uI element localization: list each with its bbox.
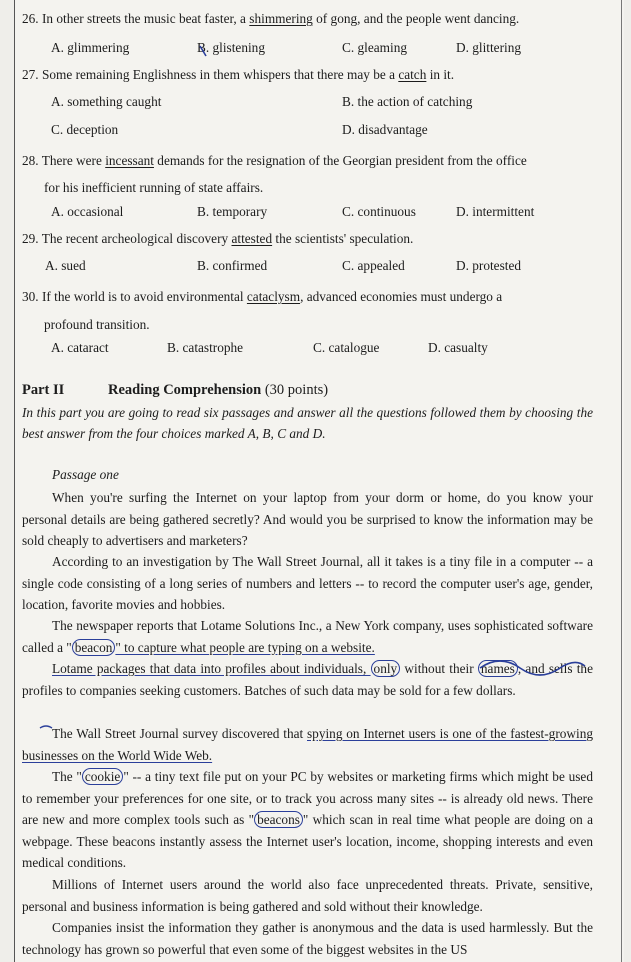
circled-word: only <box>371 660 401 677</box>
option-d[interactable]: D. intermittent <box>456 204 535 219</box>
option-a[interactable]: A. occasional <box>51 204 124 219</box>
target-word: attested <box>231 231 273 246</box>
passage-paragraph-6: The " cookie " -- a tiny text file put on your PC by websites or marketing firms which might be used to remember your preferences for one site, or to track you across many sites -- is already old news. There are new and more complex tools such as " beacons " which scan in real time what people are doing on a webpage. These beacons instantly assess the Internet user's location, income, shopping interests and even medical conditions. <box>22 769 593 871</box>
option-a[interactable]: A. sued <box>45 258 86 273</box>
option-d[interactable]: D. casualty <box>428 340 488 355</box>
question-27-options-row2 <box>0 120 631 139</box>
option-b[interactable]: B. confirmed <box>197 258 268 273</box>
question-27-options-row1 <box>0 92 631 111</box>
question-27: 27. Some remaining Englishness in them whispers that there may be a catch in it. <box>22 67 455 82</box>
option-b[interactable]: B. catastrophe <box>167 340 244 355</box>
question-26-options <box>0 38 631 57</box>
option-b[interactable]: B. glistening <box>197 40 265 55</box>
option-c[interactable]: C. deception <box>51 122 119 137</box>
option-d[interactable]: D. glittering <box>456 40 521 55</box>
option-d[interactable]: D. protested <box>456 258 521 273</box>
option-c[interactable]: C. catalogue <box>313 340 380 355</box>
option-b[interactable]: B. the action of catching <box>342 94 473 109</box>
circled-word: beacons <box>254 811 303 828</box>
question-29: 29. The recent archeological discovery attested the scientists' speculation. <box>22 231 414 246</box>
question-28-options <box>0 202 631 221</box>
part-instructions: In this part you are going to read six passages and answer all the questions followed them by choosing the best answer from the four choices marked A, B, C and D. <box>22 405 593 441</box>
target-word: incessant <box>105 153 154 168</box>
question-number: 26. <box>22 11 39 26</box>
circled-word: names <box>478 660 518 677</box>
target-word: shimmering <box>249 11 313 26</box>
question-26: 26. In other streets the music beat faster, a shimmering of gong, and the people went dancing. <box>22 11 520 26</box>
part-heading: Part II Reading Comprehension (30 points) <box>22 382 329 398</box>
question-30-options <box>0 338 631 357</box>
option-c[interactable]: C. gleaming <box>342 40 407 55</box>
question-28: 28. There were incessant demands for the resignation of the Georgian president from the office for his inefficient running of state affairs. <box>22 153 527 195</box>
option-a[interactable]: A. glimmering <box>51 40 130 55</box>
passage-paragraph-3: The newspaper reports that Lotame Solutions Inc., a New York company, uses sophisticated software called a " beacon " to capture what people are typing on a website. <box>22 618 593 655</box>
passage-paragraph-5: The Wall Street Journal survey discovered that spying on Internet users is one of the fastest-growing businesses on the World Wide Web. <box>22 726 593 763</box>
question-number: 28. <box>22 153 39 168</box>
question-number: 27. <box>22 67 39 82</box>
left-border-line <box>14 0 15 962</box>
target-word: catch <box>398 67 427 82</box>
question-number: 29. <box>22 231 39 246</box>
option-b[interactable]: B. temporary <box>197 204 268 219</box>
option-d[interactable]: D. disadvantage <box>342 122 428 137</box>
passage-paragraph-8: Companies insist the information they gather is anonymous and the data is used harmlessly. But the technology has grown so powerful that even some of the biggest websites in the US <box>22 920 593 957</box>
passage-title: Passage one <box>52 467 119 482</box>
question-number: 30. <box>22 289 39 304</box>
right-border-line <box>621 0 622 962</box>
option-c[interactable]: C. continuous <box>342 204 416 219</box>
option-a[interactable]: A. cataract <box>51 340 109 355</box>
option-c[interactable]: C. appealed <box>342 258 405 273</box>
option-a[interactable]: A. something caught <box>51 94 162 109</box>
circled-word: cookie <box>82 768 123 785</box>
passage-paragraph-1: When you're surfing the Internet on your laptop from your dorm or home, do you know your personal details are being gathered secretly? And would you be surprised to know the information may be sold cheaply to advertisers and marketers? <box>22 490 593 549</box>
question-29-options <box>0 256 631 275</box>
target-word: cataclysm <box>246 289 301 304</box>
passage-paragraph-2: According to an investigation by The Wall Street Journal, all it takes is a tiny file in a computer -- a single code consisting of a long series of numbers and letters -- to record the computer user's age, gender, location, favorite movies and hobbies. <box>22 554 593 613</box>
circled-word: beacon <box>72 639 116 656</box>
passage-paragraph-7: Millions of Internet users around the world also face unprecedented threats. Private, sensitive, personal and business information is being gathered and sold without their knowledge. <box>22 877 593 914</box>
question-30: 30. If the world is to avoid environmental cataclysm, advanced economies must undergo a profound transition. <box>22 289 503 332</box>
passage-paragraph-4: Lotame packages that data into profiles about individuals, only without their names , and sells the profiles to companies seeking customers. Batches of such data may be sold for a few dollars. <box>22 661 593 698</box>
